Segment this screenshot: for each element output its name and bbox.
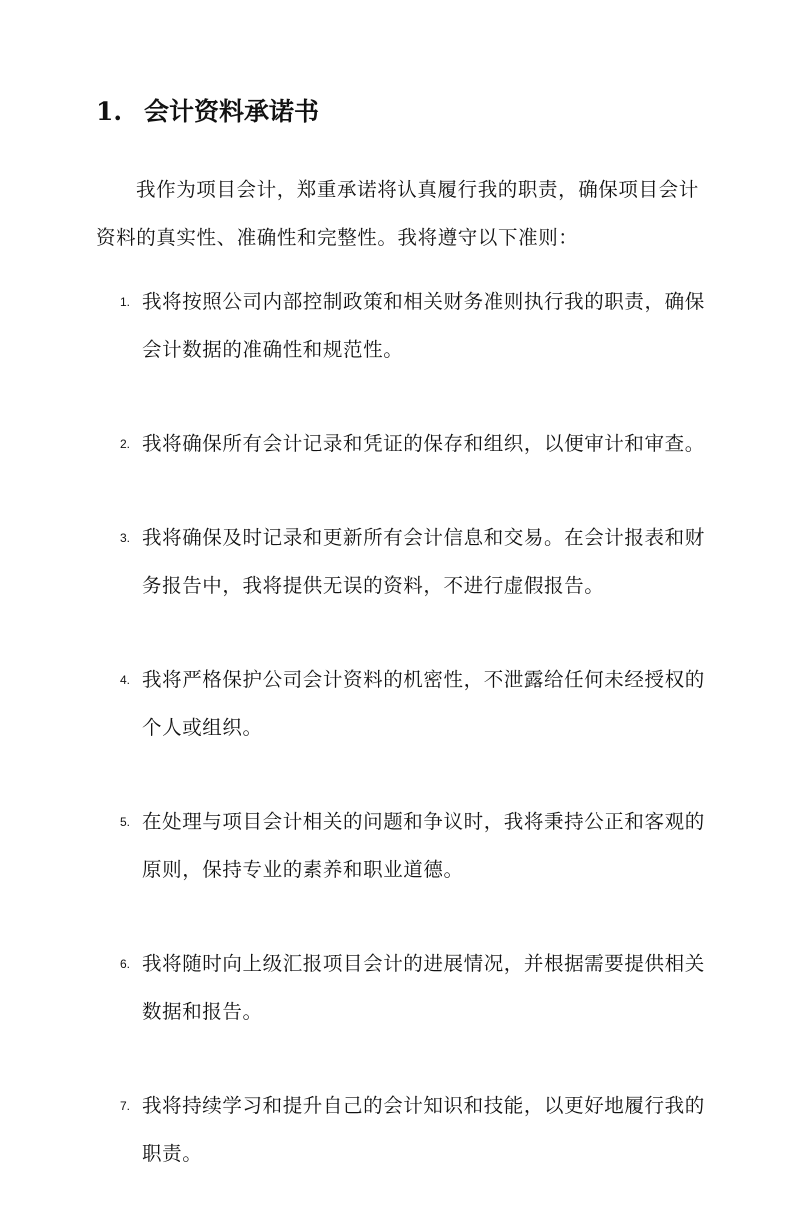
- list-item-text: 我将确保所有会计记录和凭证的保存和组织，以便审计和审查。: [142, 432, 705, 455]
- list-item-text: 我将随时向上级汇报项目会计的进展情况，并根据需要提供相关数据和报告。: [142, 952, 705, 1023]
- list-item: [96, 940, 706, 1036]
- section-heading: [96, 92, 319, 132]
- list-item: [96, 278, 706, 374]
- commitment-list: [96, 278, 706, 1224]
- heading-number: 1.: [96, 97, 123, 126]
- list-item: [96, 514, 706, 610]
- list-item-text: 我将按照公司内部控制政策和相关财务准则执行我的职责，确保会计数据的准确性和规范性。: [142, 290, 705, 361]
- list-item-number: 2.: [120, 437, 131, 451]
- list-item-number: 7.: [120, 1099, 131, 1113]
- list-item-number: 4.: [120, 673, 131, 687]
- list-item-number: 3.: [120, 531, 131, 545]
- list-item-text: 我将严格保护公司会计资料的机密性，不泄露给任何未经授权的个人或组织。: [142, 668, 705, 739]
- list-item: [96, 656, 706, 752]
- intro-paragraph: 我作为项目会计，郑重承诺将认真履行我的职责，确保项目会计资料的真实性、准确性和完整性。我将遵守以下准则：: [96, 178, 699, 249]
- list-item-text: 我将确保及时记录和更新所有会计信息和交易。在会计报表和财务报告中，我将提供无误的资料，不进行虚假报告。: [142, 526, 705, 597]
- list-item-number: 5.: [120, 815, 131, 829]
- list-item: [96, 798, 706, 894]
- list-item-number: 1.: [120, 295, 131, 309]
- list-item-text: 在处理与项目会计相关的问题和争议时，我将秉持公正和客观的原则，保持专业的素养和职业道德。: [142, 810, 705, 881]
- heading-title: 会计资料承诺书: [144, 97, 320, 126]
- list-item-text: 我将持续学习和提升自己的会计知识和技能，以更好地履行我的职责。: [142, 1094, 705, 1165]
- list-item: [96, 420, 706, 468]
- list-item-number: 6.: [120, 957, 131, 971]
- list-item: [96, 1082, 706, 1178]
